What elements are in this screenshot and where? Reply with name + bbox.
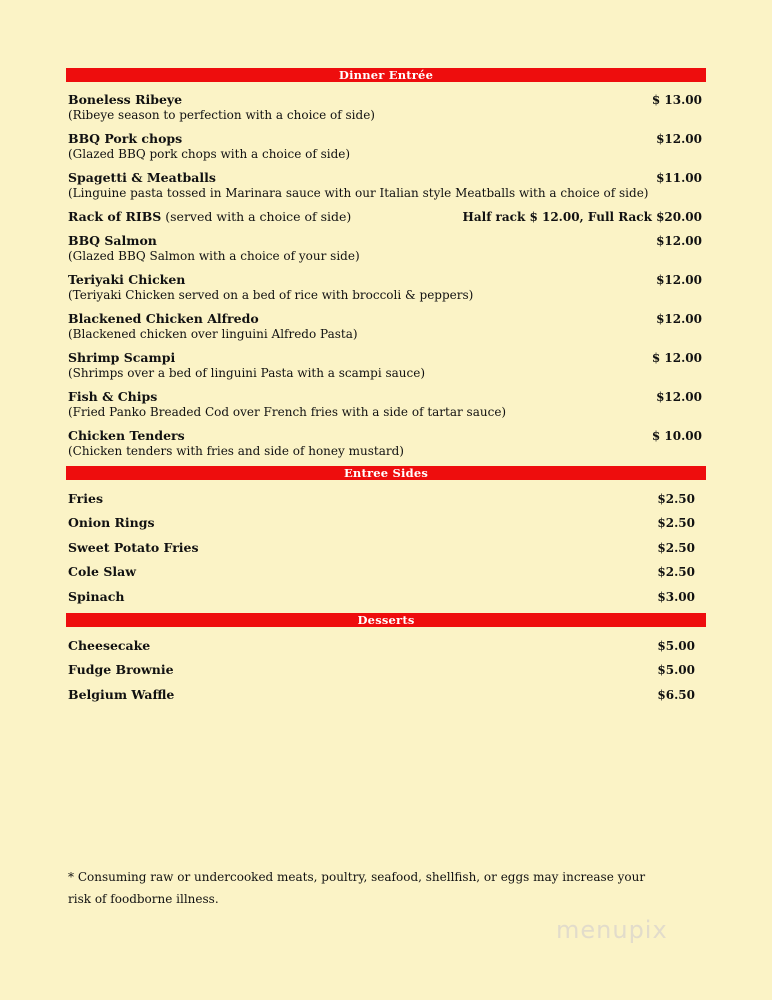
side-item-sweet-potato-fries bbox=[68, 540, 695, 556]
item-name: Chicken Tenders bbox=[68, 428, 185, 443]
menu-item-teriyaki-chicken bbox=[68, 272, 702, 303]
item-price: $ 13.00 bbox=[651, 93, 702, 107]
item-description: (Glazed BBQ Salmon with a choice of your side) bbox=[68, 249, 360, 263]
side-item-cole-slaw bbox=[68, 564, 695, 580]
item-description: (Linguine pasta tossed in Marinara sauce with our Italian style Meatballs with a choice of side) bbox=[68, 186, 649, 200]
item-name: Onion Rings bbox=[68, 515, 155, 530]
item-price: $12.00 bbox=[656, 132, 702, 146]
item-price: $5.00 bbox=[657, 639, 695, 653]
watermark-logo: menupix bbox=[556, 916, 668, 944]
item-description: (Blackened chicken over linguini Alfredo Pasta) bbox=[68, 327, 358, 341]
menu-item-spagetti-meatballs bbox=[68, 170, 702, 201]
item-name: Cheesecake bbox=[68, 638, 151, 653]
item-name: Rack of RIBS bbox=[68, 209, 162, 224]
item-price: $3.00 bbox=[657, 590, 695, 604]
item-price: $2.50 bbox=[657, 565, 695, 579]
item-price: $5.00 bbox=[657, 663, 695, 677]
item-name: BBQ Pork chops bbox=[68, 131, 183, 146]
entree-sides-header: Entree Sides bbox=[66, 466, 706, 480]
item-name: Fries bbox=[68, 491, 103, 506]
menu-item-rack-of-ribs bbox=[68, 209, 702, 225]
item-price: $11.00 bbox=[656, 171, 702, 185]
item-name: Fudge Brownie bbox=[68, 662, 174, 677]
item-price: $ 10.00 bbox=[651, 429, 702, 443]
menu-item-shrimp-scampi bbox=[68, 350, 702, 381]
item-price: $2.50 bbox=[657, 492, 695, 506]
menu-item-boneless-ribeye bbox=[68, 92, 702, 123]
dinner-entree-header: Dinner Entrée bbox=[66, 68, 706, 82]
item-name: Teriyaki Chicken bbox=[68, 272, 186, 287]
item-name: Belgium Waffle bbox=[68, 687, 175, 702]
item-name: Boneless Ribeye bbox=[68, 92, 183, 107]
side-item-spinach bbox=[68, 589, 695, 605]
side-item-fries bbox=[68, 491, 695, 507]
item-price: $2.50 bbox=[657, 516, 695, 530]
menu-item-bbq-salmon bbox=[68, 233, 702, 264]
item-description: (Shrimps over a bed of linguini Pasta with a scampi sauce) bbox=[68, 366, 426, 380]
dessert-item-belgium-waffle bbox=[68, 687, 695, 703]
menu-item-chicken-tenders bbox=[68, 428, 702, 459]
item-price: $12.00 bbox=[656, 234, 702, 248]
item-price: $ 12.00 bbox=[651, 351, 702, 365]
item-name: Spinach bbox=[68, 589, 125, 604]
side-item-onion-rings bbox=[68, 515, 695, 531]
item-name-group bbox=[68, 209, 351, 224]
desserts-header: Desserts bbox=[66, 613, 706, 627]
dessert-item-cheesecake bbox=[68, 638, 695, 654]
menu-item-blackened-chicken-alfredo bbox=[68, 311, 702, 342]
item-description: (Ribeye season to perfection with a choice of side) bbox=[68, 108, 375, 122]
item-name: Blackened Chicken Alfredo bbox=[68, 311, 259, 326]
item-note: (served with a choice of side) bbox=[161, 209, 352, 224]
item-description: (Glazed BBQ pork chops with a choice of side) bbox=[68, 147, 351, 161]
item-description: (Fried Panko Breaded Cod over French fries with a side of tartar sauce) bbox=[68, 405, 507, 419]
item-description: (Teriyaki Chicken served on a bed of rice with broccoli & peppers) bbox=[68, 288, 474, 302]
item-name: Fish & Chips bbox=[68, 389, 158, 404]
item-name: BBQ Salmon bbox=[68, 233, 157, 248]
item-price: $12.00 bbox=[656, 390, 702, 404]
menu-item-bbq-pork-chops bbox=[68, 131, 702, 162]
item-name: Shrimp Scampi bbox=[68, 350, 176, 365]
item-price: $12.00 bbox=[656, 273, 702, 287]
item-price: $6.50 bbox=[657, 688, 695, 702]
item-price: Half rack $ 12.00, Full Rack $20.00 bbox=[462, 210, 702, 224]
item-price: $12.00 bbox=[656, 312, 702, 326]
item-price: $2.50 bbox=[657, 541, 695, 555]
dessert-item-fudge-brownie bbox=[68, 662, 695, 678]
food-safety-disclaimer: * Consuming raw or undercooked meats, poultry, seafood, shellfish, or eggs may increase your risk of foodborne illness. bbox=[68, 870, 646, 906]
item-description: (Chicken tenders with fries and side of honey mustard) bbox=[68, 444, 404, 458]
menu-item-fish-chips bbox=[68, 389, 702, 420]
item-name: Sweet Potato Fries bbox=[68, 540, 199, 555]
item-name: Spagetti & Meatballs bbox=[68, 170, 216, 185]
item-name: Cole Slaw bbox=[68, 564, 136, 579]
